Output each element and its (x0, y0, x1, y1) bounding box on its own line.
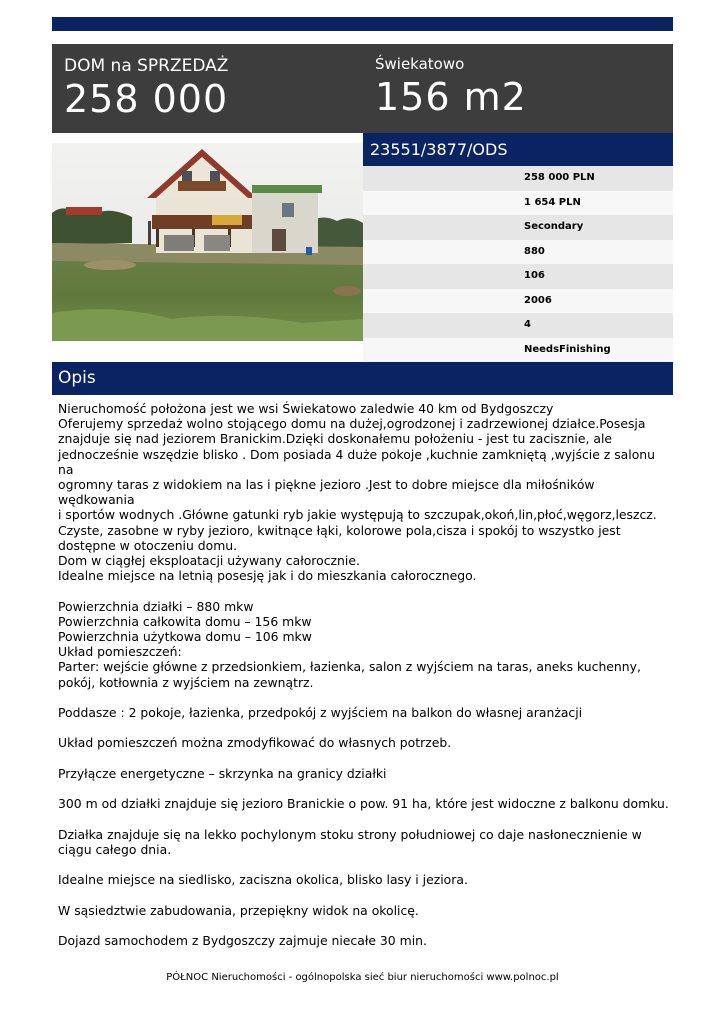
description-line: Nieruchomość położona jest we wsi Świekatowo zaledwie 40 km od Bydgoszczy (58, 401, 554, 416)
description-line: i sportów wodnych .Główne gatunki ryb jakie występują to szczupak,okoń,lin,płoć,węgorz,leszcz. (58, 507, 657, 523)
description-line: Poddasze : 2 pokoje, łazienka, przedpokój z wyjściem na balkon do własnej aranżacji (58, 705, 583, 721)
description-line: Oferujemy sprzedaż wolno stojącego domu na dużej,ogrodzonej i zadrzewionej działce.Posesja (58, 416, 646, 432)
detail-row-condition: NeedsFinishing (363, 338, 673, 363)
detail-row-rooms: 4 (363, 313, 673, 338)
description-line: Dojazd samochodem z Bydgoszczy zajmuje niecałe 30 min. (58, 932, 427, 948)
description-spacer (58, 781, 670, 796)
description-line: Idealne miejsce na letnią posesję jak i do mieszkania całorocznego. (58, 568, 477, 584)
footer-text: PÓŁNOC Nieruchomości - ogólnopolska sieć biur nieruchomości www.polnoc.pl (166, 972, 559, 983)
description-spacer (58, 751, 670, 766)
top-accent-bar (52, 17, 673, 31)
reference-number: 23551/3877/ODS (363, 133, 673, 166)
description-line: ogromny taras z widokiem na las i piękne jezioro .Jest to dobre miejsce dla miłośników wędkowania (58, 477, 595, 508)
detail-row-price: 258 000 PLN (363, 166, 673, 191)
description-spacer (58, 583, 670, 598)
property-photo (52, 143, 363, 341)
description-line: Układ pomieszczeń można zmodyfikować do własnych potrzeb. (58, 735, 452, 751)
description-line: ciągu całego dnia. (58, 841, 172, 857)
city-label: Świekatowo (375, 55, 465, 73)
description-line: Idealne miejsce na siedlisko, zaciszna okolica, blisko lasy i jeziora. (58, 872, 468, 888)
price-headline: 258 000 (64, 77, 229, 121)
description-line: Układ pomieszczeń: (58, 644, 182, 660)
description-line: Czyste, zasobne w ryby jezioro, kwitnące łąki, kolorowe pola,cisza i spokój to wszystko jest (58, 522, 621, 538)
description-line: Przyłącze energetyczne – skrzynka na granicy działki (58, 765, 387, 781)
description-heading: Opis (52, 362, 673, 395)
description-line: Powierzchnia całkowita domu – 156 mkw (58, 613, 312, 629)
description-line: dostępne w otoczeniu domu. (58, 537, 238, 553)
property-type-label: DOM na SPRZEDAŻ (64, 56, 229, 76)
description-line: W sąsiedztwie zabudowania, przepiękny widok na okolicę. (58, 902, 419, 918)
description-line: Parter: wejście główne z przedsionkiem, łazienka, salon z wyjściem na taras, aneks kuchenny, (58, 659, 641, 675)
description-spacer (58, 720, 670, 735)
description-line: Działka znajduje się na lekko pochylonym stoku strony południowej co daje nasłonecznienie w (58, 826, 642, 842)
description-spacer (58, 887, 670, 902)
header-left (64, 56, 228, 120)
description-line: Dom w ciągłej eksploatacji używany całorocznie. (58, 553, 360, 569)
description-line: Powierzchnia użytkowa domu – 106 mkw (58, 629, 312, 645)
detail-row-year: 2006 (363, 289, 673, 314)
description-line: Powierzchnia działki – 880 mkw (58, 598, 254, 614)
listing-header (52, 44, 673, 133)
detail-row-market: Secondary (363, 215, 673, 240)
header-right (375, 54, 527, 118)
area-headline: 156 m2 (375, 75, 527, 119)
description-spacer (58, 811, 670, 826)
description-spacer (58, 857, 670, 872)
description-line: 300 m od działki znajduje się jezioro Branickie o pow. 91 ha, które jest widoczne z balkonu domku. (58, 796, 669, 812)
property-details-table (363, 166, 673, 362)
detail-row-price-per-sqm: 1 654 PLN (363, 191, 673, 216)
description-spacer (58, 918, 670, 933)
description-line: pokój, kotłownia z wyjściem na zewnątrz. (58, 674, 314, 690)
description-line: znajduje się nad jeziorem Branickim.Dzięki doskonałemu położeniu - jest tu zacisznie, ale (58, 431, 613, 447)
description-line: jednocześnie wszędzie blisko . Dom posiada 4 duże pokoje ,kuchnie zamkniętą ,wyjście z salonu na (58, 446, 655, 477)
description-body (58, 401, 670, 948)
detail-row-plot-area: 880 (363, 240, 673, 265)
description-spacer (58, 690, 670, 705)
detail-row-usable-area: 106 (363, 264, 673, 289)
